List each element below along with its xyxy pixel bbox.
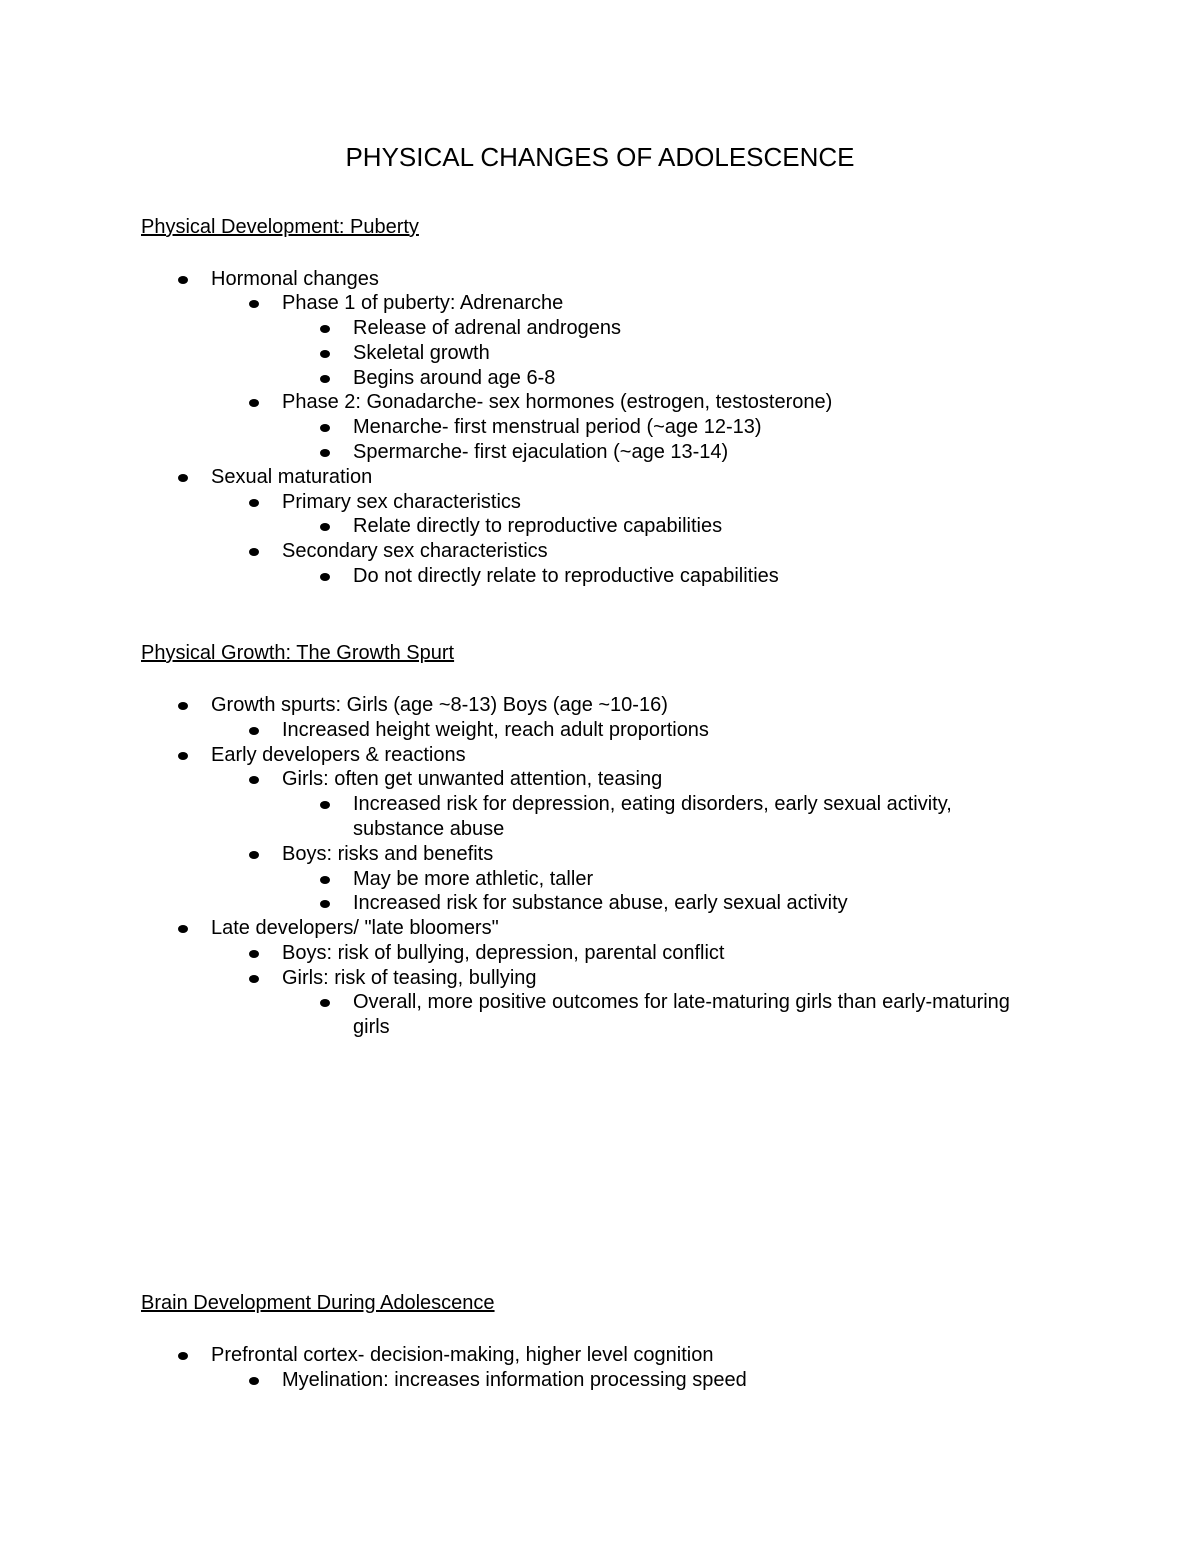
list-item: Hormonal changes <box>211 268 379 290</box>
bullet-icon <box>320 350 330 358</box>
list-item: Menarche- first menstrual period (~age 12-13) <box>353 416 762 438</box>
list-item: Phase 2: Gonadarche- sex hormones (estrogen, testosterone) <box>282 391 833 413</box>
list-item: Girls: risk of teasing, bullying <box>282 967 537 989</box>
list-item: Spermarche- first ejaculation (~age 13-14) <box>353 441 729 463</box>
bullet-icon <box>320 449 330 457</box>
bullet-icon <box>178 702 188 710</box>
list-item: Skeletal growth <box>353 342 490 364</box>
bullet-icon <box>320 876 330 884</box>
list-item: Increased risk for substance abuse, early sexual activity <box>353 892 848 914</box>
section-heading-growth-spurt: Physical Growth: The Growth Spurt <box>141 642 455 664</box>
list-item: Late developers/ "late bloomers" <box>211 917 499 939</box>
bullet-icon <box>320 424 330 432</box>
bullet-icon <box>320 325 330 333</box>
bullet-icon <box>178 276 188 284</box>
list-item: Relate directly to reproductive capabilities <box>353 515 723 537</box>
bullet-icon <box>249 300 259 308</box>
bullet-icon <box>249 776 259 784</box>
list-item: May be more athletic, taller <box>353 868 594 890</box>
bullet-icon <box>320 523 330 531</box>
list-item: Release of adrenal androgens <box>353 317 621 339</box>
list-item: Growth spurts: Girls (age ~8-13) Boys (age ~10-16) <box>211 694 668 716</box>
list-item: Overall, more positive outcomes for late-maturing girls than early-maturing girls <box>353 991 1010 1038</box>
list-item: Phase 1 of puberty: Adrenarche <box>282 292 564 314</box>
list-item: Increased height weight, reach adult proportions <box>282 719 709 741</box>
list-item: Prefrontal cortex- decision-making, higher level cognition <box>211 1344 714 1366</box>
bullet-icon <box>249 950 259 958</box>
list-item: Do not directly relate to reproductive capabilities <box>353 565 779 587</box>
bullet-icon <box>320 375 330 383</box>
bullet-icon <box>249 548 259 556</box>
section-heading-brain-development: Brain Development During Adolescence <box>141 1292 495 1314</box>
bullet-icon <box>249 851 259 859</box>
bullet-icon <box>320 900 330 908</box>
bullet-icon <box>249 727 259 735</box>
list-item: Begins around age 6-8 <box>353 367 556 389</box>
section-heading-puberty: Physical Development: Puberty <box>141 216 419 238</box>
list-item: Girls: often get unwanted attention, teasing <box>282 768 663 790</box>
bullet-icon <box>320 999 330 1007</box>
bullet-icon <box>249 975 259 983</box>
list-item: Boys: risk of bullying, depression, parental conflict <box>282 942 725 964</box>
bullet-icon <box>178 474 188 482</box>
list-item: Increased risk for depression, eating disorders, early sexual activity, substance abuse <box>353 793 952 840</box>
list-item: Boys: risks and benefits <box>282 843 494 865</box>
bullet-icon <box>178 925 188 933</box>
list-item: Early developers & reactions <box>211 744 466 766</box>
bullet-icon <box>249 399 259 407</box>
list-item: Secondary sex characteristics <box>282 540 548 562</box>
list-item: Sexual maturation <box>211 466 373 488</box>
bullet-icon <box>320 573 330 581</box>
bullet-icon <box>249 499 259 507</box>
bullet-icon <box>320 801 330 809</box>
page-title: PHYSICAL CHANGES OF ADOLESCENCE <box>345 142 855 172</box>
bullet-icon <box>178 752 188 760</box>
list-item: Myelination: increases information processing speed <box>282 1369 747 1391</box>
bullet-icon <box>249 1377 259 1385</box>
list-item: Primary sex characteristics <box>282 491 521 513</box>
bullet-icon <box>178 1352 188 1360</box>
